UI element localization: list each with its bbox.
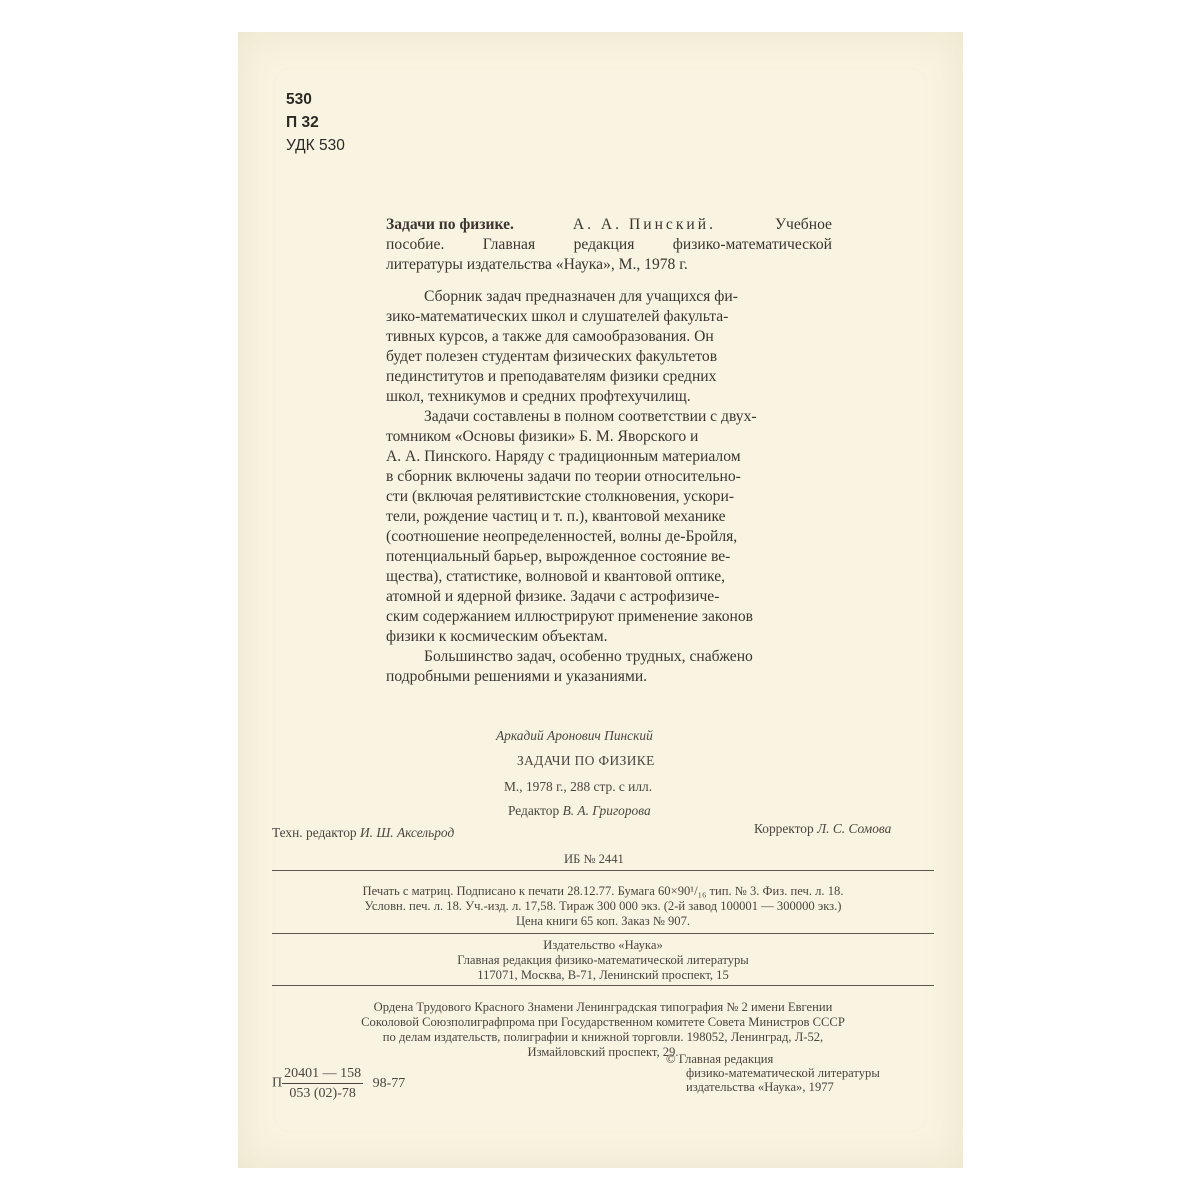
- print-line: Условн. печ. л. 18. Уч.-изд. л. 17,58. Тираж 300 000 экз. (2-й завод 100001 — 300000 экз.): [364, 899, 842, 913]
- text-line: пединститутов и преподавателям физики средних: [386, 368, 717, 385]
- printer-line: Ордена Трудового Красного Знамени Ленинградская типография № 2 имени Евгении: [373, 1000, 833, 1014]
- annotation-word: редакция: [573, 236, 635, 253]
- code-fraction: [282, 1064, 363, 1103]
- text-line: (соотношение неопределенностей, волны де-Бройля,: [386, 528, 738, 545]
- paragraph-3: [386, 647, 832, 687]
- annotation-block: [386, 215, 832, 687]
- publisher-line: Издательство «Наука»: [543, 938, 663, 952]
- annotation-word: физико-математической: [672, 236, 832, 253]
- code-numerator: 20401 — 158: [282, 1064, 363, 1084]
- publisher-line: Главная редакция физико-математической литературы: [457, 953, 749, 967]
- udk-code: УДК 530: [286, 137, 345, 154]
- author-spaced: А. А. Пинский.: [572, 216, 717, 233]
- annotation-line: литературы издательства «Наука», М., 1978 г.: [386, 256, 688, 273]
- text-line: в сборник включены задачи по теории относительно-: [386, 468, 741, 485]
- copyright-line: физико-математической литературы: [686, 1066, 880, 1080]
- printer-line: по делам издательств, полиграфии и книжной торговли. 198052, Ленинград, Л-52,: [382, 1030, 824, 1044]
- text-line: щества), статистике, волновой и квантовой оптике,: [386, 568, 726, 585]
- text-line: физики к космическим объектам.: [386, 628, 608, 645]
- text-line: Большинство задач, особенно трудных, снабжено: [424, 648, 753, 665]
- pub-info: М., 1978 г., 288 стр. с илл.: [504, 779, 653, 794]
- tech-editor-line: [272, 825, 454, 841]
- code-suffix: 98-77: [372, 1075, 406, 1091]
- editor-name: В. А. Григорова: [562, 803, 651, 818]
- editor-line: [508, 803, 651, 819]
- code-denominator: 053 (02)-78: [289, 1086, 356, 1101]
- author-sign: П 32: [286, 114, 319, 131]
- annotation-line: [386, 215, 832, 235]
- publisher-info: [272, 938, 934, 983]
- annotation-word: Учебное: [774, 216, 832, 233]
- book-title-bold: Задачи по физике.: [386, 216, 514, 233]
- text-line: потенциальный барьер, вырожденное состояние ве-: [386, 548, 731, 565]
- annotation-word: Главная: [482, 236, 536, 253]
- divider: [272, 985, 934, 986]
- copyright-block: [666, 1052, 880, 1094]
- classification-block: [286, 88, 345, 157]
- corrector-line: [754, 821, 891, 837]
- editor-label: Редактор: [508, 803, 560, 818]
- publisher-line: 117071, Москва, В-71, Ленинский проспект, 15: [477, 968, 729, 982]
- author-full-name: Аркадий Аронович Пинский: [496, 728, 653, 743]
- bbk-code: 530: [286, 91, 312, 108]
- book-page: [238, 32, 963, 1168]
- copyright-line: © Главная редакция: [666, 1052, 774, 1066]
- text-line: зико-математических школ и слушателей факульта-: [386, 308, 729, 325]
- publication-code: [272, 1064, 405, 1103]
- text-line: подробными решениями и указаниями.: [386, 668, 648, 685]
- code-prefix: П: [272, 1075, 283, 1091]
- text-line: томником «Основы физики» Б. М. Яворского и: [386, 428, 699, 445]
- text-line: Сборник задач предназначен для учащихся фи-: [424, 288, 738, 305]
- divider: [272, 933, 934, 934]
- annotation-word: пособие.: [386, 236, 445, 253]
- ib-number: ИБ № 2441: [564, 852, 624, 866]
- corrector-name: Л. С. Сомова: [817, 821, 892, 836]
- printer-line: Соколовой Союзполиграфпрома при Государственном комитете Совета Министров СССР: [361, 1015, 845, 1029]
- text-line: сти (включая релятивистские столкновения, ускори-: [386, 488, 735, 505]
- text-line: ским содержанием иллюстрируют применение законов: [386, 608, 753, 625]
- divider: [272, 870, 934, 871]
- text-line: А. А. Пинского. Наряду с традиционным материалом: [386, 448, 741, 465]
- paragraph-2: [386, 407, 832, 647]
- corrector-label: Корректор: [754, 821, 814, 836]
- printer-info: [272, 1000, 934, 1060]
- annotation-line: [386, 235, 832, 255]
- print-line: Цена книги 65 коп. Заказ № 907.: [515, 914, 691, 928]
- print-line: Печать с матриц. Подписано к печати 28.12.77. Бумага 60×90¹/₁₆ тип. № 3. Физ. печ. л. 18.: [362, 884, 844, 898]
- tech-editor-label: Техн. редактор: [272, 825, 357, 840]
- text-line: атомной и ядерной физике. Задачи с астрофизиче-: [386, 588, 720, 605]
- text-line: тивных курсов, а также для самообразования. Он: [386, 328, 714, 345]
- imprint-title: ЗАДАЧИ ПО ФИЗИКЕ: [517, 753, 655, 768]
- paragraph-1: [386, 287, 832, 407]
- text-line: школ, техникумов и средних профтехучилищ.: [386, 388, 691, 405]
- text-line: будет полезен студентам физических факультетов: [386, 348, 718, 365]
- print-info: [272, 884, 934, 929]
- text-line: тели, рождение частиц и т. п.), квантовой механике: [386, 508, 726, 525]
- tech-editor-name: И. Ш. Аксельрод: [359, 825, 455, 840]
- text-line: Задачи составлены в полном соответствии с двух-: [424, 408, 757, 425]
- printer-line: Измайловский проспект, 29.: [527, 1045, 679, 1059]
- copyright-line: издательства «Наука», 1977: [686, 1080, 834, 1094]
